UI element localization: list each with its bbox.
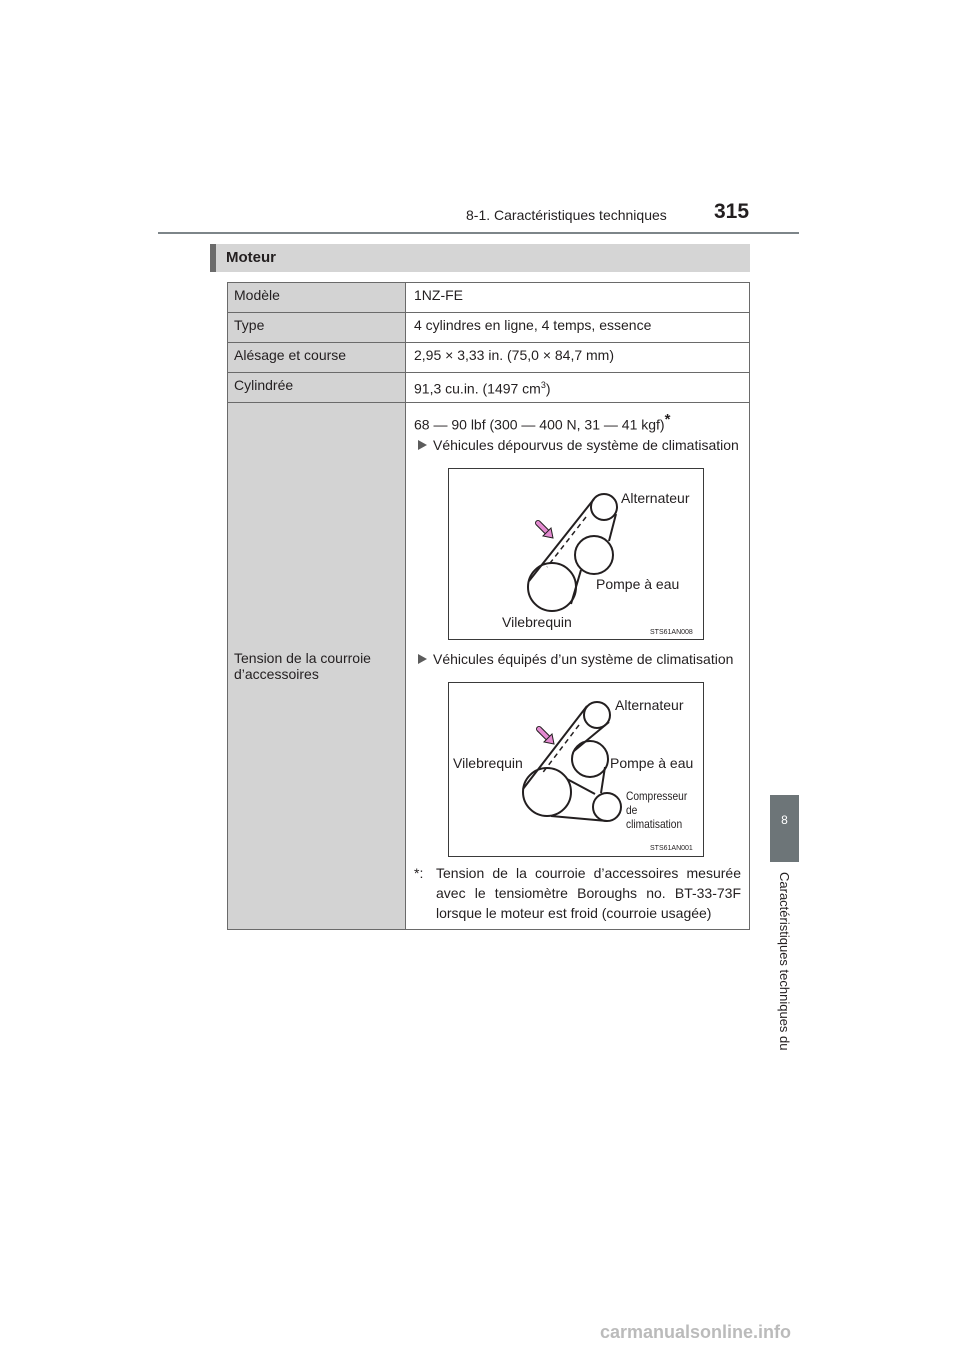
compressor-label: Compresseur de climatisation: [626, 788, 688, 831]
engine-spec-table: [227, 282, 750, 930]
row-value: [406, 403, 750, 930]
header-divider: [158, 232, 799, 234]
chapter-tab[interactable]: [770, 795, 799, 862]
water-pump-label: Pompe à eau: [596, 575, 680, 592]
table-row: [228, 283, 750, 313]
footnote-mark: *:: [414, 864, 424, 881]
watermark: carmanualsonline.info: [600, 1322, 792, 1342]
section-title: Moteur: [226, 249, 276, 266]
case-with-ac: Véhicules équipés d’un système de climatisation: [433, 650, 734, 667]
table-row: [228, 313, 750, 343]
row-label: Tension de la courroie d’accessoires: [228, 403, 406, 930]
row-value: 2,95 × 3,33 in. (75,0 × 84,7 mm): [406, 343, 750, 373]
pink-arrow-icon: [539, 729, 554, 744]
displacement-unit-exponent: 3: [540, 380, 546, 390]
displacement-value-end: ): [545, 380, 551, 397]
list-item: [414, 436, 741, 454]
crankshaft-label: Vilebrequin: [453, 754, 523, 771]
bullet-arrow-icon: [418, 654, 427, 664]
footnote-star: *: [664, 411, 671, 428]
row-value: 1NZ-FE: [406, 283, 750, 313]
tension-value: 68 — 90 lbf (300 — 400 N, 31 — 41 kgf): [414, 416, 665, 433]
row-label: Type: [228, 313, 406, 343]
chapter-tab-number: 8: [781, 813, 788, 827]
water-pump-label: Pompe à eau: [610, 754, 694, 771]
table-row: [228, 403, 750, 930]
alternator-label: Alternateur: [621, 489, 690, 506]
displacement-value: 91,3 cu.in. (1497 cm: [414, 380, 541, 397]
table-row: [228, 343, 750, 373]
chapter-title: 8-1. Caractéristiques techniques: [466, 207, 667, 223]
row-label: Alésage et course: [228, 343, 406, 373]
section-header: [210, 244, 750, 272]
belt-diagram-no-ac: [448, 468, 704, 640]
footnote: [414, 863, 741, 923]
row-value: 4 cylindres en ligne, 4 temps, essence: [406, 313, 750, 343]
list-item: [414, 650, 741, 668]
row-label: Cylindrée: [228, 373, 406, 403]
figure-code: STS61AN001: [650, 844, 693, 852]
chapter-tab-label: Caractéristiques techniques du: [777, 872, 792, 1051]
figure-code: STS61AN008: [650, 628, 693, 636]
pink-arrow-icon: [538, 523, 553, 538]
row-label: Modèle: [228, 283, 406, 313]
case-without-ac: Véhicules dépourvus de système de climatisation: [433, 436, 739, 453]
crankshaft-label: Vilebrequin: [502, 613, 572, 630]
row-value: [406, 373, 750, 403]
footnote-text: Tension de la courroie d’accessoires mesurée avec le tensiomètre Boroughs no. BT-33-73F lorsque le moteur est froid (courroie usagée): [436, 864, 741, 921]
bullet-arrow-icon: [418, 440, 427, 450]
alternator-label: Alternateur: [615, 696, 684, 713]
page-number: 315: [714, 200, 750, 223]
section-accent: [210, 244, 216, 272]
belt-diagram-with-ac: [448, 682, 704, 857]
table-row: [228, 373, 750, 403]
